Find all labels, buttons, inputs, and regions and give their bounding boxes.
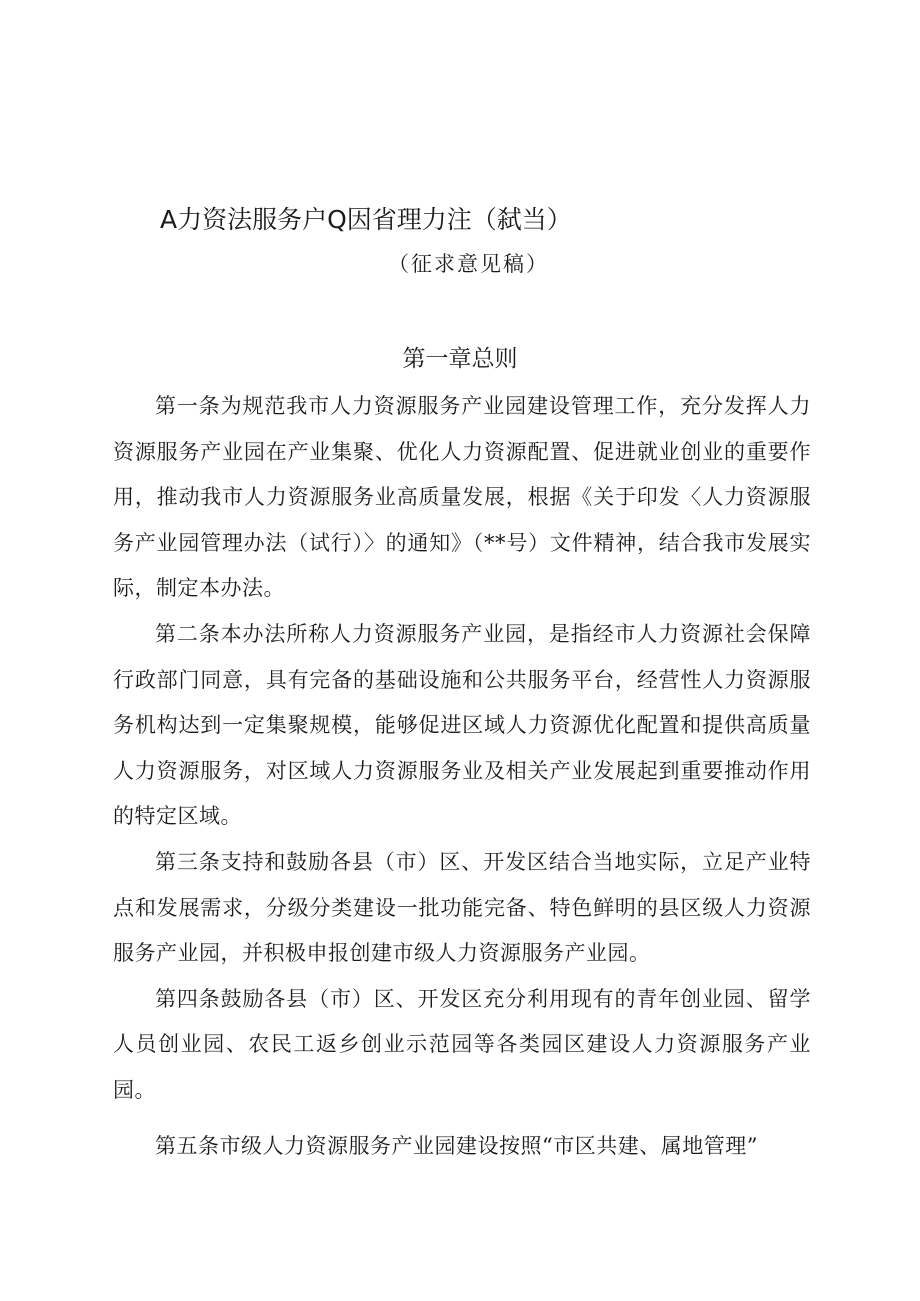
article-paragraph: 第四条鼓励各县（市）区、开发区充分利用现有的青年创业园、留学人员创业园、农民工返乡创业示范园等各类园区建设人力资源服务产业园。	[113, 986, 811, 1102]
chapter-heading: 第一章总则	[402, 346, 518, 372]
document-title: A力资法服务户Q因省理力注（弑当）	[160, 205, 572, 234]
article-paragraph: 第一条为规范我市人力资源服务产业园建设管理工作，充分发挥人力资源服务产业园在产业集聚、优化人力资源配置、促进就业创业的重要作用，推动我市人力资源服务业高质量发展，根据《关于印发〈人力资源服务产业园管理办法（试行）〉的通知》（**号）文件精神，结合我市发展实际，制定本办法。	[113, 394, 811, 601]
document-body	[113, 384, 811, 1169]
article-paragraph: 第二条本办法所称人力资源服务产业园，是指经市人力资源社会保障行政部门同意，具有完备的基础设施和公共服务平台，经营性人力资源服务机构达到一定集聚规模，能够促进区域人力资源优化配置和提供高质量人力资源服务，对区域人力资源服务业及相关产业发展起到重要推动作用的特定区域。	[113, 621, 811, 829]
document-subtitle: （征求意见稿）	[388, 252, 549, 276]
article-paragraph: 第三条支持和鼓励各县（市）区、开发区结合当地实际，立足产业特点和发展需求，分级分类建设一批功能完备、特色鲜明的县区级人力资源服务产业园，并积极申报创建市级人力资源服务产业园。	[113, 849, 811, 966]
article-paragraph: 第五条市级人力资源服务产业园建设按照“市区共建、属地管理”	[155, 1133, 758, 1158]
